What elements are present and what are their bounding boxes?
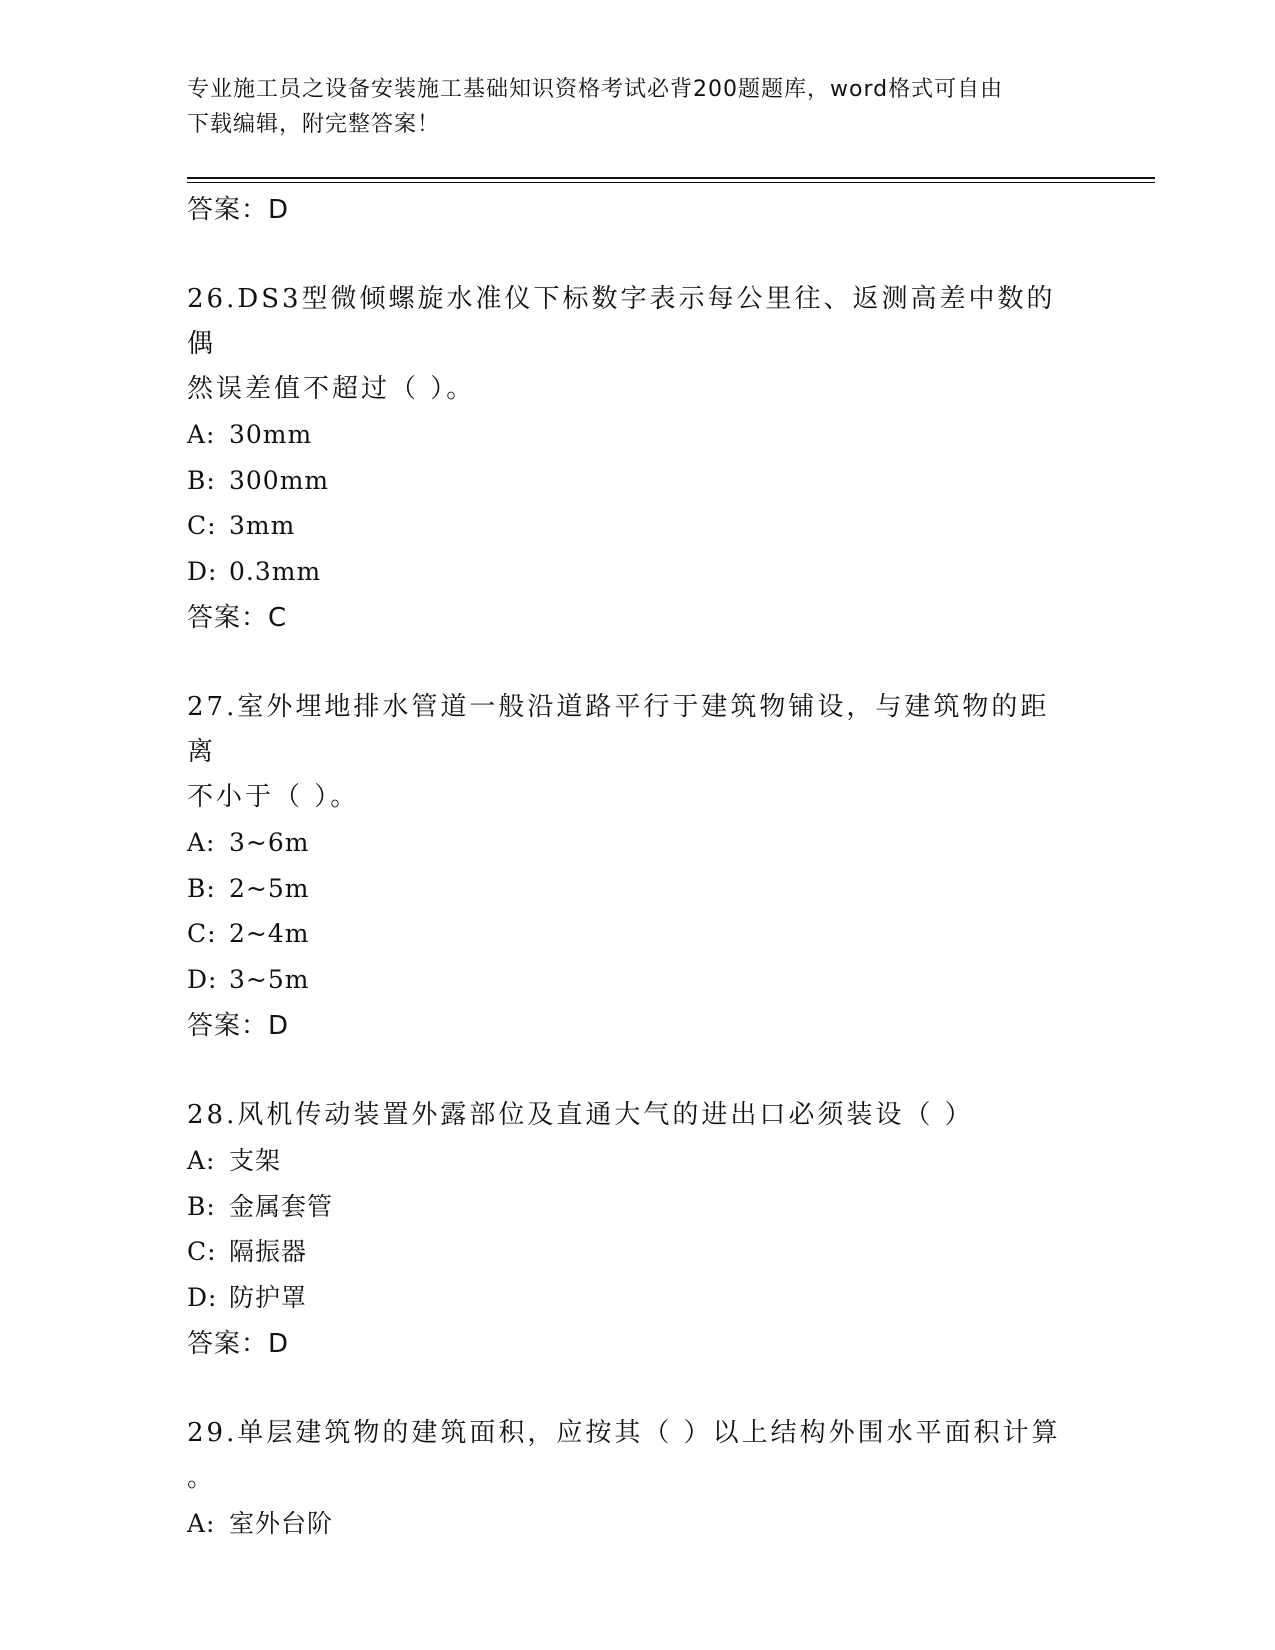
option-letter: C: — [187, 511, 217, 540]
document-body — [187, 186, 1067, 1547]
spacer — [187, 1048, 1067, 1093]
option-26-a — [187, 412, 1067, 458]
option-text: 金属套管 — [229, 1191, 334, 1221]
option-letter: A: — [187, 828, 216, 857]
option-28-a — [187, 1138, 1067, 1184]
question-26-text-line-1: 26.DS3型微倾螺旋水准仪下标数字表示每公里往、返测高差中数的偶 — [187, 284, 1056, 359]
option-text: 室外台阶 — [229, 1509, 334, 1538]
question-block-28 — [187, 1093, 1067, 1366]
spacer — [187, 640, 1067, 685]
question-block-29 — [187, 1411, 1067, 1547]
answer-27: 答案：D — [187, 1011, 290, 1041]
question-block-26 — [187, 277, 1067, 640]
option-26-d — [187, 549, 1067, 595]
option-letter: A: — [187, 420, 216, 449]
option-29-a — [187, 1501, 1067, 1547]
option-text: 3~5m — [229, 964, 310, 994]
option-text: 0.3mm — [229, 556, 322, 586]
document-header — [187, 72, 1067, 142]
option-letter: B: — [187, 465, 216, 495]
option-text: 2~5m — [229, 873, 310, 903]
option-28-c — [187, 1229, 1067, 1275]
question-26-text-line-2: 然误差值不超过（ ）。 — [187, 374, 476, 404]
answer-26: 答案：C — [187, 603, 288, 633]
option-27-c — [187, 911, 1067, 957]
question-block-27 — [187, 685, 1067, 1048]
question-29-text-line-2: 。 — [187, 1463, 217, 1493]
option-text: 2~4m — [229, 919, 310, 948]
option-letter: D: — [187, 556, 218, 586]
option-letter: B: — [187, 873, 216, 903]
question-29-text-line-1: 29.单层建筑物的建筑面积，应按其（ ）以上结构外围水平面积计算 — [187, 1418, 1061, 1448]
option-letter: A: — [187, 1146, 216, 1175]
option-text: 300mm — [229, 465, 330, 495]
option-text: 3mm — [229, 511, 296, 540]
answer-28: 答案：D — [187, 1329, 290, 1359]
question-28-text-line-1: 28.风机传动装置外露部位及直通大气的进出口必须装设（ ） — [187, 1100, 974, 1130]
option-27-b — [187, 866, 1067, 912]
question-27-text-line-2: 不小于（ ）。 — [187, 782, 360, 812]
option-28-d — [187, 1275, 1067, 1321]
option-text: 3~6m — [229, 828, 310, 857]
option-letter: D: — [187, 964, 218, 994]
option-text: 30mm — [229, 420, 313, 449]
header-line-1: 专业施工员之设备安装施工基础知识资格考试必背200题题库，word格式可自由 — [187, 77, 1004, 102]
option-27-d — [187, 957, 1067, 1003]
option-27-a — [187, 820, 1067, 866]
option-text: 防护罩 — [229, 1282, 308, 1312]
option-26-b — [187, 458, 1067, 504]
option-letter: C: — [187, 919, 217, 948]
option-letter: D: — [187, 1282, 218, 1312]
option-letter: C: — [187, 1237, 217, 1266]
option-text: 隔振器 — [229, 1237, 308, 1266]
option-letter: A: — [187, 1509, 216, 1538]
spacer — [187, 232, 1067, 277]
spacer — [187, 1366, 1067, 1411]
answer-25: 答案：D — [187, 195, 290, 225]
question-27-text-line-1: 27.室外埋地排水管道一般沿道路平行于建筑物铺设，与建筑物的距离 — [187, 692, 1050, 767]
option-26-c — [187, 503, 1067, 549]
option-28-b — [187, 1184, 1067, 1230]
option-letter: B: — [187, 1191, 216, 1221]
header-rule-thin — [187, 182, 1155, 183]
option-text: 支架 — [229, 1146, 282, 1175]
header-rule-thick — [187, 177, 1155, 179]
header-line-2: 下载编辑，附完整答案！ — [187, 112, 441, 137]
